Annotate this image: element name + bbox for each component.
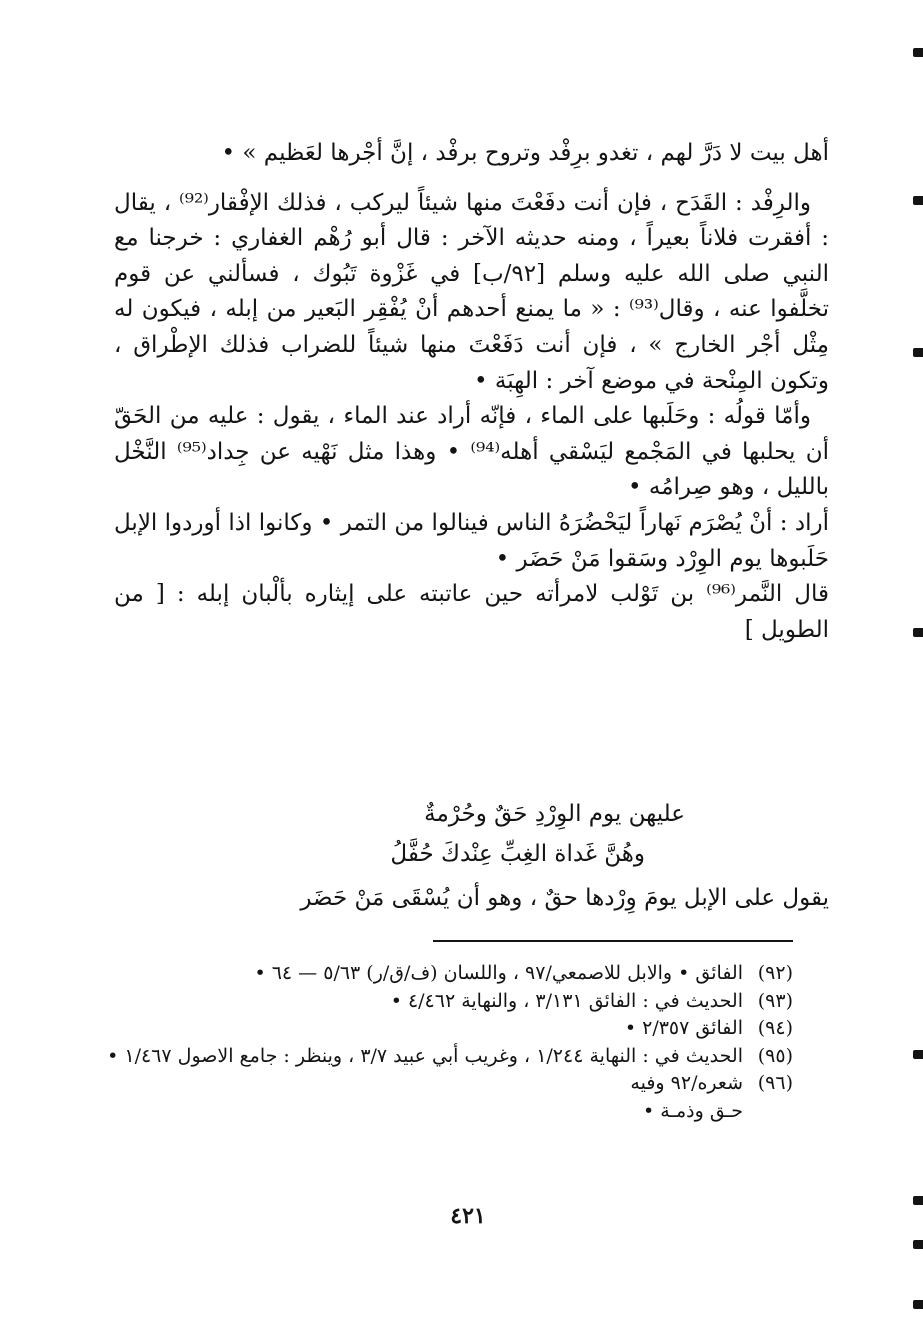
verse-second-hemistich: وهُنَّ غَداة الغِبِّ عِنْدكَ حُفَّلُ	[390, 841, 645, 867]
footnote-text: الحديث في : الفائق ٣/١٣١ ، والنهاية ٤/٤٦٢ •	[390, 989, 743, 1012]
footnote	[103, 988, 793, 1016]
scan-edge-mark	[913, 628, 923, 637]
paragraph: أهل بيت لا دَرَّ لهم ، تغدو برِفْد وتروح برفْد ، إنَّ أجْرها لعَظيم » •	[221, 140, 829, 166]
page-number: ٤٢١	[450, 1203, 486, 1229]
footnote-number: (٩٣)	[757, 989, 793, 1012]
paragraph: والرِفْد : القَدَح ، فإن أنت دفَعْتَ منها شيئاً ليركب ، فذلك الإفْقار⁽⁹²⁾ ، يقال : أفقرت فلاناً بعيراً ، ومنه حديثه الآخر : قال أبو رُهْم الغفاري : خرجنا مع النبي صلى الله عليه وسلم [٩٢/ب] في غَزْوة تَبُوك ، فسألني عن قوم تخلَّفوا عنه ، وقال⁽⁹³⁾ : « ما يمنع أحدهم أنْ يُفْقِر البَعير من إبله ، فيكون له مِثْل أجْر الخارج » ، فإن أنت دَفَعْتَ منها شيئاً للضراب فذلك الإطْراق ، وتكون المِنْحة في موضع آخر : الهِبَة •	[114, 189, 829, 394]
footnote-text: الفائق ٢/٣٥٧ •	[624, 1017, 743, 1039]
footnote-text: شعره/٩٢ وفيه	[630, 1072, 743, 1094]
footnote-separator	[433, 940, 793, 942]
scan-edge-mark	[913, 1196, 923, 1205]
closing-line: يقول على الإبل يومَ وِرْدها حقٌ ، وهو أن يُسْقَى مَنْ حَضَر	[300, 885, 829, 911]
footnote-number: (٩٥)	[757, 1044, 793, 1067]
footnote-text: الحديث في : النهاية ١/٢٤٤ ، وغريب أبي عبيد ٣/٧ ، وينظر : جامع الاصول ١/٤٦٧ •	[107, 1044, 743, 1067]
scan-edge-mark	[913, 1300, 923, 1309]
footnote-number: (٩٢)	[757, 962, 793, 984]
footnotes	[103, 960, 793, 1125]
footnote	[103, 1015, 793, 1043]
main-text	[114, 136, 829, 648]
footnote	[103, 1070, 793, 1098]
footnote-text: الفائق • والابل للاصمعي/٩٧ ، واللسان (ف/ق/ر) ٥/٦٣ — ٦٤ •	[254, 962, 743, 984]
scan-edge-mark	[913, 1240, 923, 1249]
verse-first-hemistich: عليهن يوم الوِرْدِ حَقٌ وحُرْمةٌ	[424, 801, 685, 827]
footnote	[103, 1043, 793, 1071]
scan-edge-mark	[913, 1050, 923, 1059]
footnote-number: (٩٤)	[757, 1017, 793, 1039]
footnote	[103, 960, 793, 988]
footnote-number: (٩٦)	[757, 1072, 793, 1094]
paragraph: قال النَّمر⁽⁹⁶⁾ بن تَوْلب لامرأته حين عاتبته على إيثاره بألْبان إبله : [ من الطويل ]	[114, 581, 829, 643]
scan-edge-mark	[913, 348, 923, 357]
footnote-continuation: حـق وذمـة •	[642, 1099, 743, 1122]
scan-edge-mark	[913, 48, 923, 57]
scan-edge-mark	[913, 196, 923, 205]
paragraph: وأمّا قولُه : وحَلَبها على الماء ، فإنّه أراد عند الماء ، يقول : عليه من الحَقّ أن يحلبها في المَجْمع ليَسْقي أهله⁽⁹⁴⁾ • وهذا مثل نَهْيه عن جِداد⁽⁹⁵⁾ النَّخْل بالليل ، وهو صِرامُه •	[114, 403, 829, 501]
paragraph: أراد : أنْ يُصْرَم نَهاراً ليَحْضُرَهُ الناس فينالوا من التمر • وكانوا اذا أوردوا الإبل حَلَبوها يوم الوِرْد وسَقوا مَنْ حَضَر •	[114, 509, 829, 572]
